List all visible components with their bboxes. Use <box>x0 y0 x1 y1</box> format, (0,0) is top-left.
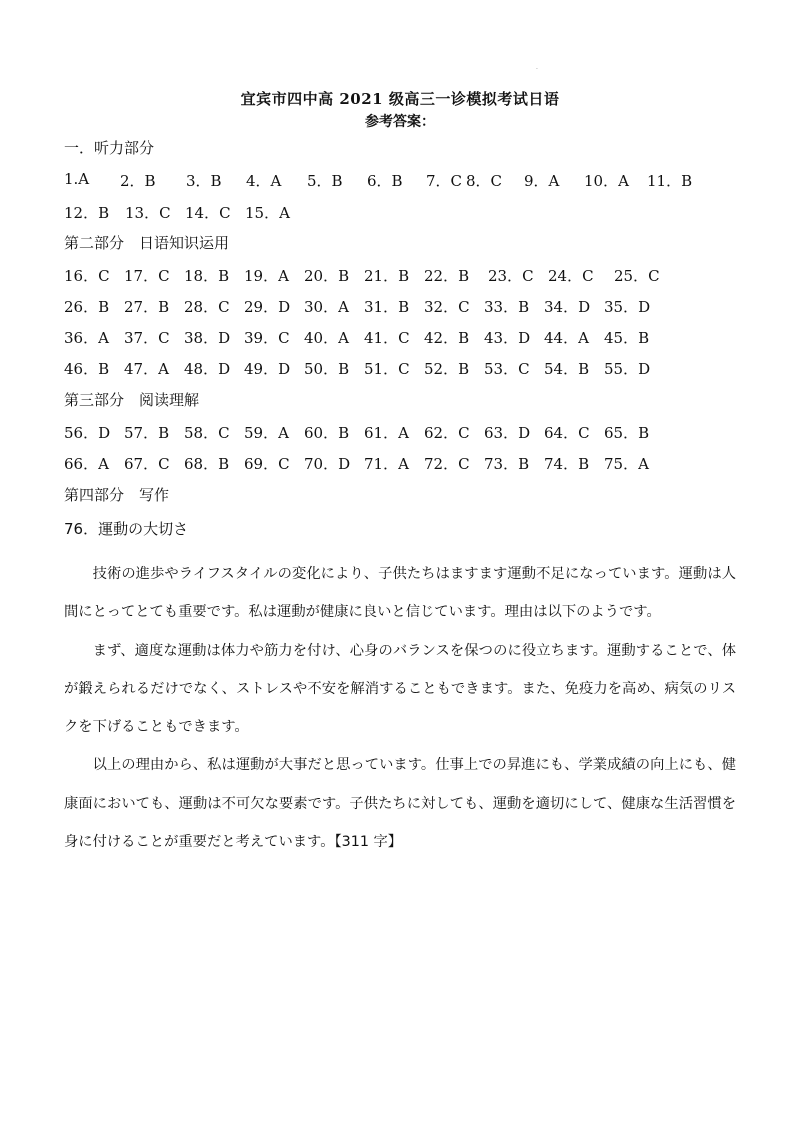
answer-item: 56．D <box>64 424 111 442</box>
answer-item: 42．B <box>424 329 470 347</box>
answer-item: 18．B <box>184 267 230 285</box>
answer-item: 74．B <box>544 455 590 473</box>
answer-item: 41．C <box>364 329 410 347</box>
answer-item: 17．C <box>124 267 170 285</box>
answer-item: 75．A <box>604 455 649 473</box>
answer-item: 72．C <box>424 455 470 473</box>
answer-item: 5．B <box>307 172 343 190</box>
answer-item: 33．B <box>484 298 530 316</box>
answer-item: 54．B <box>544 360 590 378</box>
answer-item: 48．D <box>184 360 231 378</box>
answer-item: 27．B <box>124 298 170 316</box>
answer-item: 55．D <box>604 360 651 378</box>
answer-item: 57．B <box>124 424 170 442</box>
document-subtitle: 参考答案： <box>365 114 435 130</box>
answer-item: 62．C <box>424 424 470 442</box>
essay-paragraph-1: 技術の進歩やライフスタイルの変化により、子供たちはますます運動不足になっています。運動は人間にとってとても重要です。私は運動が健康に良いと信じています。理由は以下のようです。 <box>64 566 736 621</box>
answer-item: 1.A <box>64 170 90 188</box>
answer-item: 31．B <box>364 298 410 316</box>
answer-item: 37．C <box>124 329 170 347</box>
answer-item: 71．A <box>364 455 409 473</box>
answer-item: 7．C <box>426 172 463 190</box>
answer-item: 69．C <box>244 455 290 473</box>
essay-paragraph-2: まず、適度な運動は体力や筋力を付け、心身のバランスを保つのに役立ちます。運動することで、体が鍛えられるだけでなく、ストレスや不安を解消することもできます。また、免疫力を高め、病気のリスクを下げることもできます。 <box>64 642 736 736</box>
answer-item: 52．B <box>424 360 470 378</box>
answer-item: 65．B <box>604 424 650 442</box>
answer-item: 49．D <box>244 360 291 378</box>
answer-item: 12．B <box>64 204 110 222</box>
answer-item: 46．B <box>64 360 110 378</box>
answer-item: 53．C <box>484 360 530 378</box>
section-heading-listening: 一．听力部分 <box>64 139 155 157</box>
essay-title: 76．運動の大切さ <box>64 520 189 538</box>
answer-item: 58．C <box>184 424 230 442</box>
answer-item: 45．B <box>604 329 650 347</box>
answer-item: 23．C <box>488 267 534 285</box>
answer-item: 47．A <box>124 360 169 378</box>
answer-item: 61．A <box>364 424 409 442</box>
answer-item: 19．A <box>244 267 289 285</box>
section-heading-knowledge: 第二部分 日语知识运用 <box>64 234 230 252</box>
answer-item: 34．D <box>544 298 591 316</box>
answer-item: 43．D <box>484 329 531 347</box>
answer-item: 51．C <box>364 360 410 378</box>
answer-item: 26．B <box>64 298 110 316</box>
document-title: 宜宾市四中高 2021 级高三一诊模拟考试日语 <box>240 90 560 108</box>
answer-item: 8．C <box>466 172 503 190</box>
answer-item: 35．D <box>604 298 651 316</box>
answer-item: 2．B <box>120 172 156 190</box>
answer-item: 15．A <box>245 204 290 222</box>
answer-item: 3．B <box>186 172 222 190</box>
answer-item: 16．C <box>64 267 110 285</box>
answer-item: 59．A <box>244 424 289 442</box>
section-heading-reading: 第三部分 阅读理解 <box>64 391 200 409</box>
answer-item: 73．B <box>484 455 530 473</box>
answer-item: 39．C <box>244 329 290 347</box>
scan-dot: . <box>536 64 538 71</box>
answer-item: 9．A <box>524 172 560 190</box>
answer-item: 38．D <box>184 329 231 347</box>
answer-item: 11．B <box>647 172 693 190</box>
answer-item: 63．D <box>484 424 531 442</box>
section-heading-writing: 第四部分 写作 <box>64 486 170 504</box>
essay-paragraph-3 <box>64 746 736 861</box>
answer-item: 10．A <box>584 172 629 190</box>
answer-item: 20．B <box>304 267 350 285</box>
answer-item: 29．D <box>244 298 291 316</box>
answer-item: 30．A <box>304 298 349 316</box>
word-count: 【311 字】 <box>334 834 403 851</box>
answer-item: 64．C <box>544 424 590 442</box>
essay-body <box>64 555 736 861</box>
answer-item: 44．A <box>544 329 589 347</box>
answer-item: 50．B <box>304 360 350 378</box>
answer-item: 36．A <box>64 329 109 347</box>
answer-item: 22．B <box>424 267 470 285</box>
answer-item: 25．C <box>614 267 660 285</box>
answer-item: 70．D <box>304 455 351 473</box>
answer-item: 32．C <box>424 298 470 316</box>
answer-item: 28．C <box>184 298 230 316</box>
essay-paragraph-3-text: 以上の理由から、私は運動が大事だと思っています。仕事上での昇進にも、学業成績の向上にも、健康面においても、運動は不可欠な要素です。子供たちに対しても、運動を適切にして、健康な生活習慣を身に付けることが重要だと考えています。 <box>64 757 736 851</box>
answer-item: 24．C <box>548 267 594 285</box>
answer-item: 14．C <box>185 204 231 222</box>
answer-item: 6．B <box>367 172 403 190</box>
answer-item: 68．B <box>184 455 230 473</box>
answer-item: 21．B <box>364 267 410 285</box>
answer-item: 4．A <box>246 172 282 190</box>
answer-item: 60．B <box>304 424 350 442</box>
answer-item: 67．C <box>124 455 170 473</box>
answer-item: 40．A <box>304 329 349 347</box>
answer-item: 66．A <box>64 455 109 473</box>
answer-item: 13．C <box>125 204 171 222</box>
